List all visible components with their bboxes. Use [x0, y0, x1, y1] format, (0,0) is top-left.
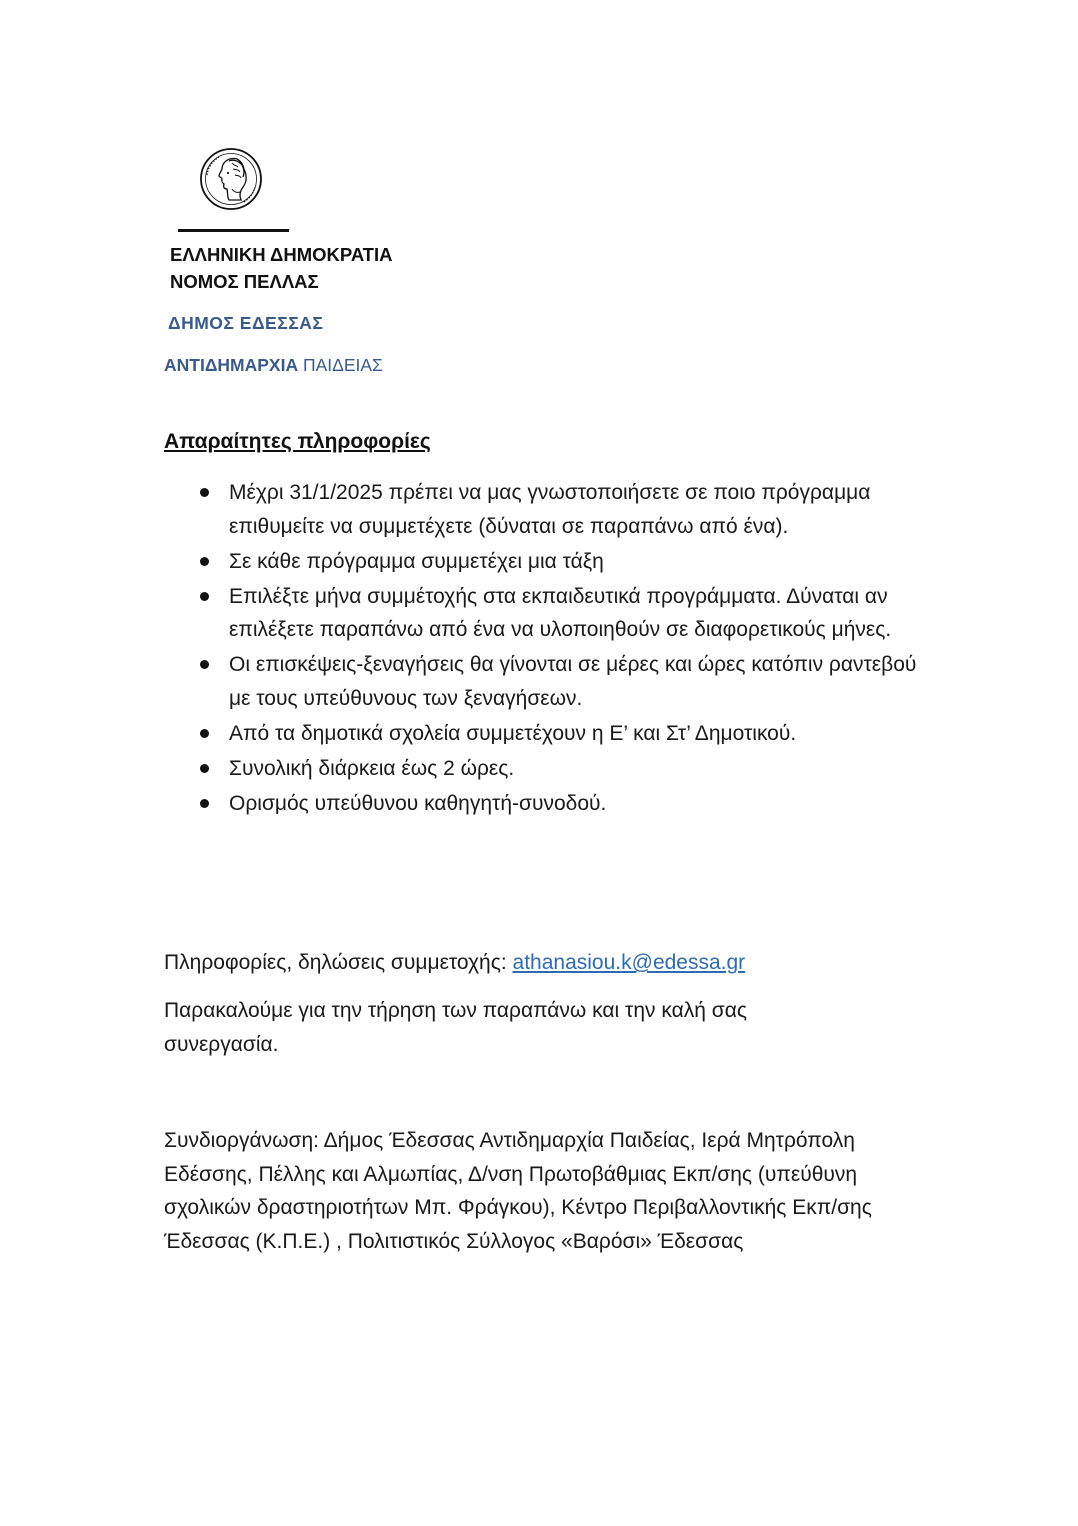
info-bullet-item	[200, 787, 920, 821]
info-bullet-item	[200, 648, 920, 715]
bullet-icon	[200, 729, 209, 738]
info-bullet-item	[200, 476, 920, 543]
bullet-icon	[200, 799, 209, 808]
bullet-text: Συνολική διάρκεια έως 2 ώρες.	[229, 756, 515, 780]
organizers-paragraph: Συνδιοργάνωση: Δήμος Έδεσσας Αντιδημαρχία Παιδείας, Ιερά Μητρόπολη Εδέσσης, Πέλλης και Αλμωπίας, Δ/νση Πρωτοβάθμιας Εκπ/σης (υπεύθυνη σχολικών δραστηριοτήτων Μπ. Φράγκου), Κέντρο Περιβαλλοντικής Εκπ/σης Έδεσσας (Κ.Π.Ε.) , Πολιτιστικός Σύλλογος «Βαρόσι» Έδεσσας	[164, 1129, 872, 1253]
contact-label: Πληροφορίες, δηλώσεις συμμετοχής:	[164, 951, 513, 974]
department-name	[164, 355, 383, 376]
bullet-text: Από τα δημοτικά σχολεία συμμετέχουν η Ε’ και Στ’ Δημοτικού.	[229, 721, 797, 745]
bullet-text: Οι επισκέψεις-ξεναγήσεις θα γίνονται σε μέρες και ώρες κατόπιν ραντεβού με τους υπεύθυνους των ξεναγήσεων.	[229, 653, 917, 710]
bullet-text: Σε κάθε πρόγραμμα συμμετέχει μια τάξη	[229, 549, 604, 573]
bullet-icon	[200, 592, 209, 601]
bullet-icon	[200, 764, 209, 773]
municipality-name: ΔΗΜΟΣ ΕΔΕΣΣΑΣ	[168, 313, 324, 333]
country-name: ΕΛΛΗΝΙΚΗ ΔΗΜΟΚΡΑΤΙΑ	[170, 244, 393, 265]
info-bullet-item	[200, 545, 920, 579]
department-bold-text: ΑΝΤΙΔΗΜΑΡΧΙΑ	[164, 355, 299, 375]
closing-paragraph: Παρακαλούμε για την τήρηση των παραπάνω και την καλή σας συνεργασία.	[164, 999, 747, 1056]
bullet-text: Ορισμός υπεύθυνου καθηγητή-συνοδού.	[229, 791, 607, 815]
prefecture-name: ΝΟΜΟΣ ΠΕΛΛΑΣ	[170, 271, 319, 292]
info-bullet-item	[200, 752, 920, 786]
bullet-icon	[200, 488, 209, 497]
contact-email-link[interactable]: athanasiou.k@edessa.gr	[512, 951, 746, 974]
info-bullet-list	[200, 476, 920, 822]
info-bullet-item	[200, 717, 920, 751]
contact-line	[164, 946, 884, 980]
bullet-icon	[200, 557, 209, 566]
info-bullet-item	[200, 580, 920, 647]
bullet-text: Επιλέξτε μήνα συμμέτοχής στα εκπαιδευτικά προγράμματα. Δύναται αν επιλέξετε παραπάνω από ένα να υλοποιηθούν σε διαφορετικούς μήνες.	[229, 584, 892, 641]
department-rest-text: ΠΑΙΔΕΙΑΣ	[302, 355, 383, 375]
bullet-text: Μέχρι 31/1/2025 πρέπει να μας γνωστοποιήσετε σε ποιο πρόγραμμα επιθυμείτε να συμμετέχετε (δύναται σε παραπάνω από ένα).	[229, 481, 871, 538]
greek-state-emblem-icon	[199, 145, 263, 215]
bullet-icon	[200, 660, 209, 669]
emblem-divider	[178, 229, 289, 232]
info-heading: Απαραίτητες πληροφορίες	[164, 430, 431, 453]
